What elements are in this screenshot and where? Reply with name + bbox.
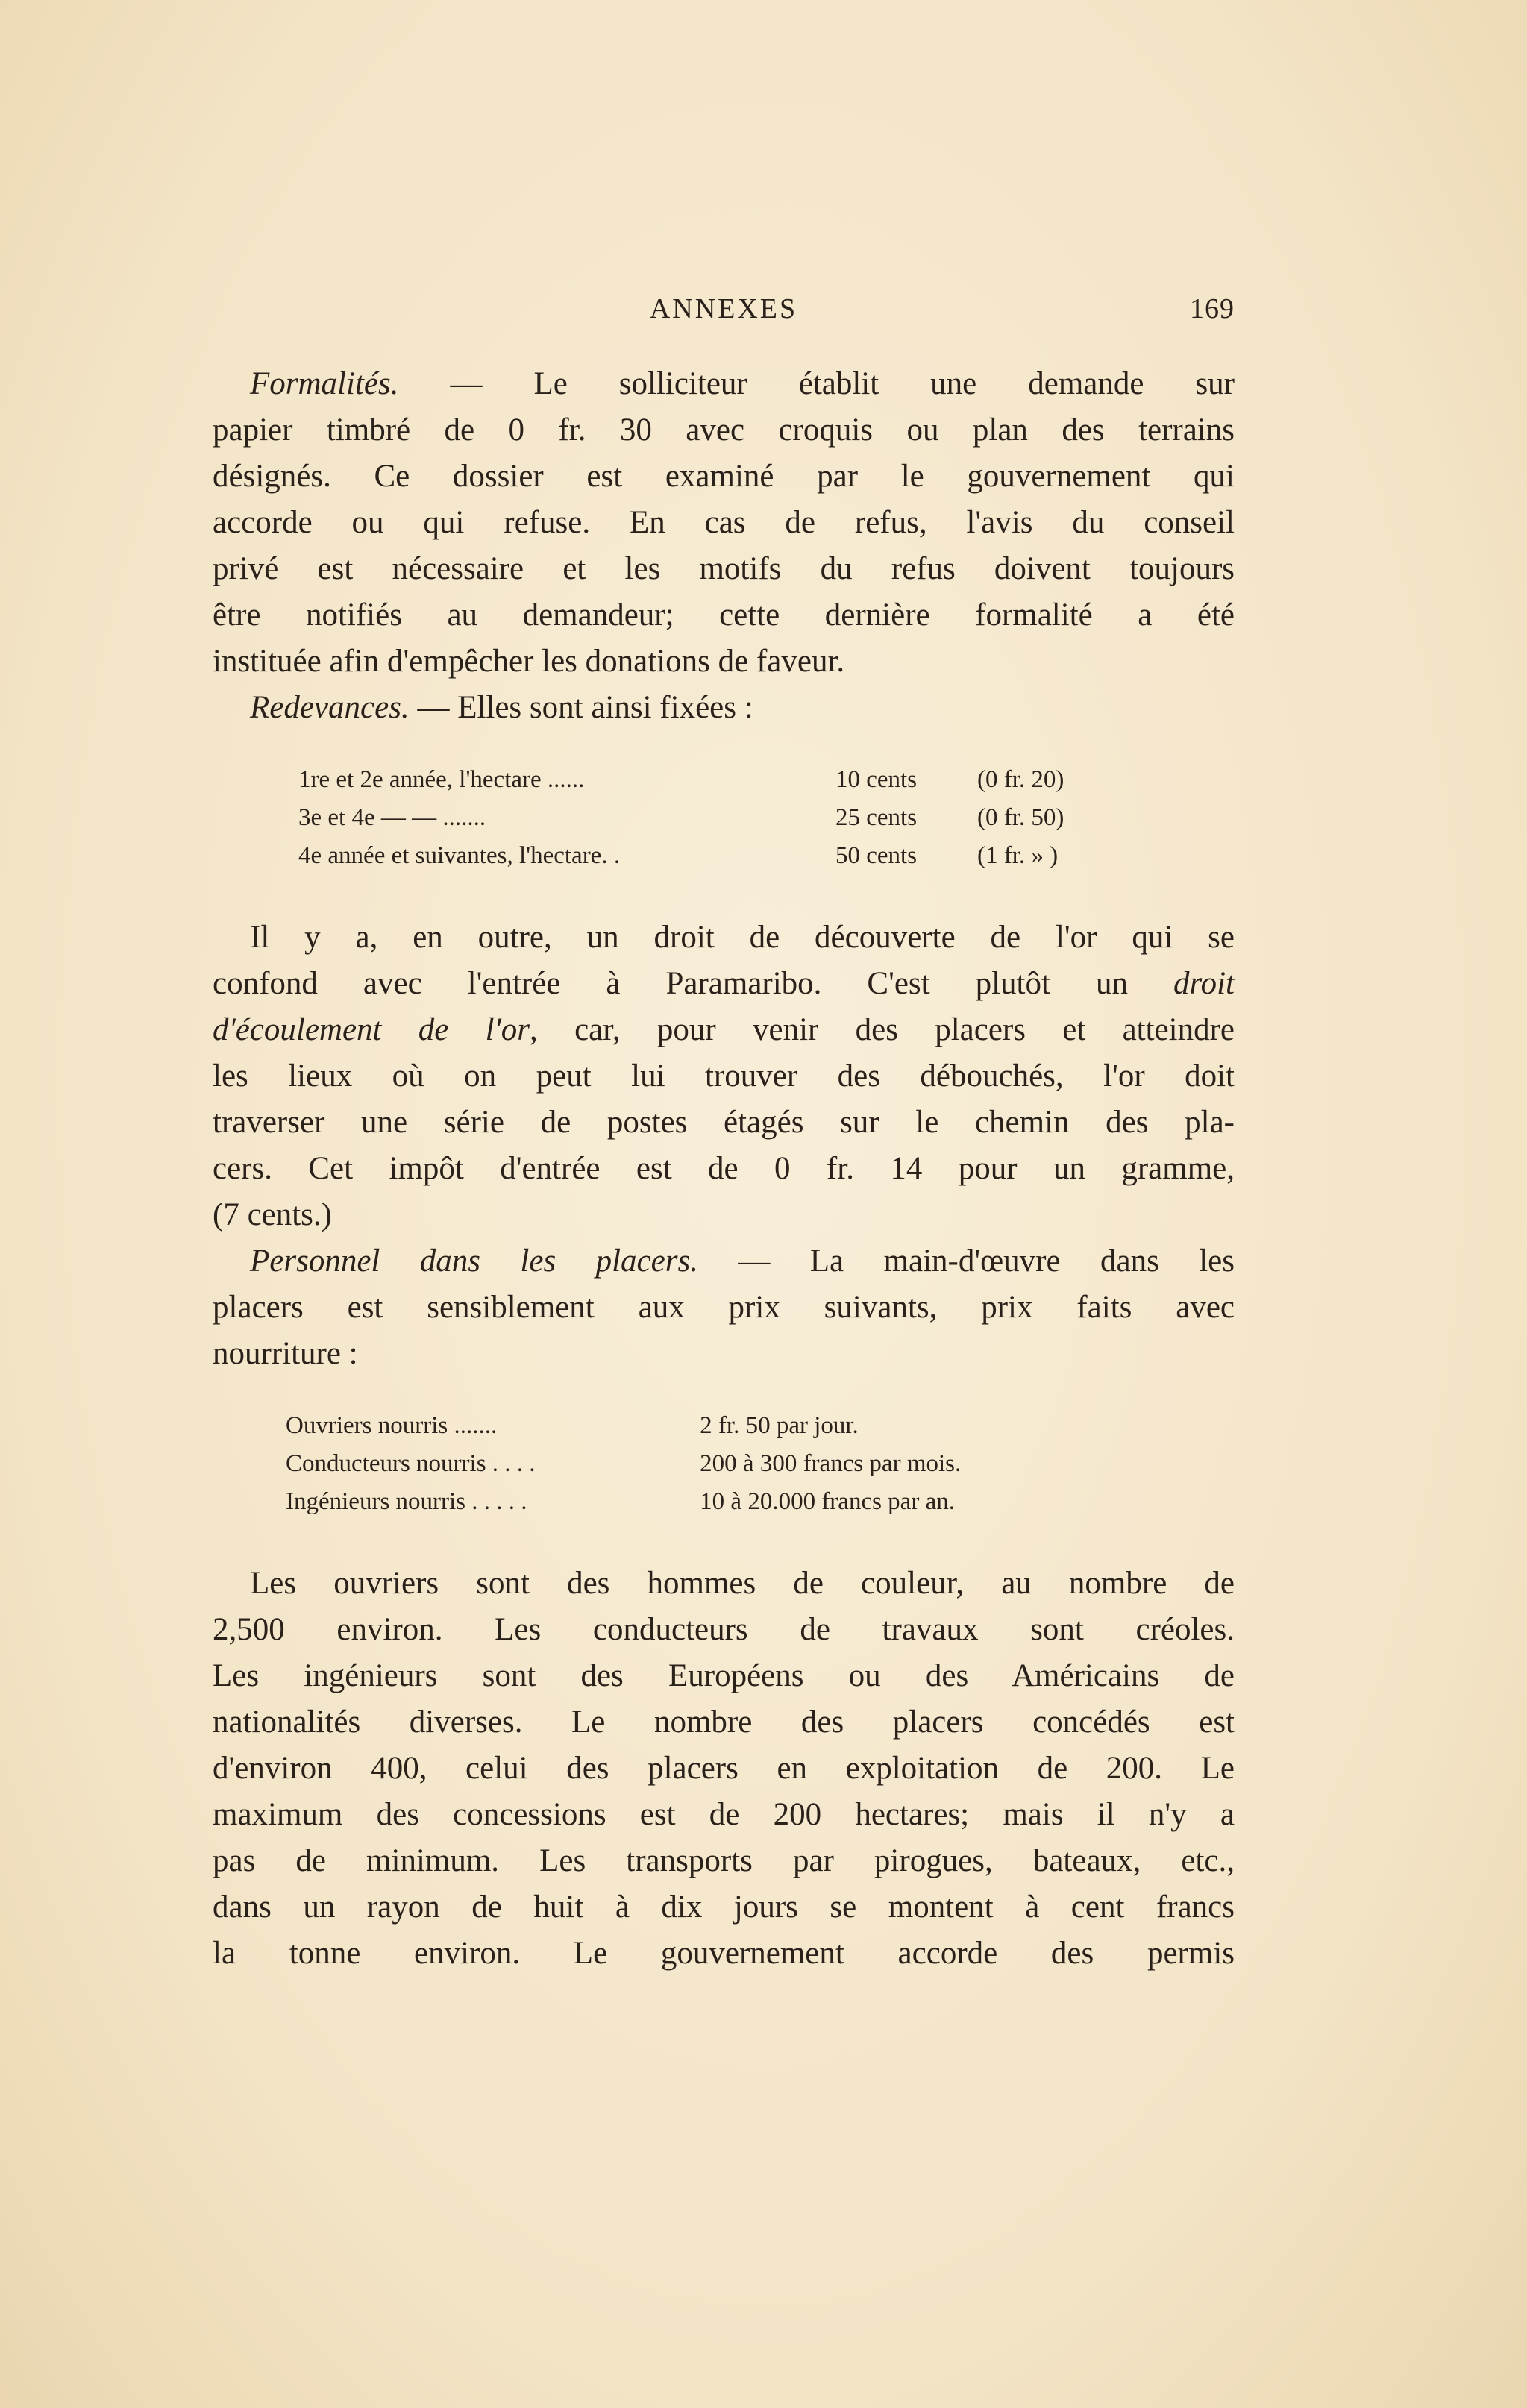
text-line [213, 1238, 1235, 1285]
text-run: , car, pour venir des placers et atteindre [530, 1012, 1235, 1047]
paragraph-ouvriers [213, 1561, 1235, 1977]
cell-price: 10 à 20.000 francs par an. [700, 1488, 955, 1515]
cell-label: Conducteurs nourris . . . . [286, 1450, 536, 1477]
cell-price: 200 à 300 francs par mois. [700, 1450, 962, 1477]
italic-text: Personnel dans les placers. [250, 1244, 698, 1279]
text-line [213, 639, 1235, 685]
text-line [213, 1331, 1235, 1377]
text-line [213, 546, 1235, 592]
text-run: Il y a, en outre, un droit de découverte de l'or qui se [250, 920, 1235, 955]
table-row [286, 1407, 1144, 1445]
text-run: Les ingénieurs sont des Européens ou des Américains de [213, 1658, 1235, 1693]
text-run: — Le solliciteur établit une demande sur [398, 366, 1235, 401]
text-run: nationalités diverses. Le nombre des placers concédés est [213, 1705, 1235, 1740]
table-row [298, 761, 1156, 799]
text-run: maximum des concessions est de 200 hectares; mais il n'y a [213, 1797, 1235, 1832]
text-run: la tonne environ. Le gouvernement accorde des permis [213, 1936, 1235, 1971]
text-line [213, 1561, 1235, 1607]
text-run: d'environ 400, celui des placers en exploitation de 200. Le [213, 1751, 1235, 1786]
text-line [213, 1653, 1235, 1699]
text-run: instituée afin d'empêcher les donations de faveur. [213, 644, 845, 679]
text-run: papier timbré de 0 fr. 30 avec croquis ou plan des terrains [213, 413, 1235, 448]
text-run: 2,500 environ. Les conducteurs de travaux sont créoles. [213, 1612, 1235, 1647]
text-run: nourriture : [213, 1336, 358, 1371]
redevances-table [298, 761, 1156, 875]
text-line [213, 361, 1235, 407]
italic-text: droit [1173, 966, 1235, 1001]
cell-label: 1re et 2e année, l'hectare ...... [298, 766, 585, 793]
text-run: privé est nécessaire et les motifs du refus doivent toujours [213, 551, 1235, 586]
text-line [213, 961, 1235, 1007]
italic-text: Formalités. [250, 366, 399, 401]
table-row [286, 1445, 1144, 1483]
cell-label: Ingénieurs nourris . . . . . [286, 1488, 527, 1515]
cell-francs: (0 fr. 20) [977, 766, 1064, 793]
personnel-table [286, 1407, 1144, 1521]
italic-text: d'écoulement de l'or [213, 1012, 530, 1047]
text-line [213, 1146, 1235, 1192]
table-row [286, 1483, 1144, 1521]
italic-text: Redevances. [250, 690, 410, 725]
paragraph-formalites [213, 361, 1235, 731]
text-run: — La main-d'œuvre dans les [697, 1244, 1235, 1279]
text-run: les lieux où on peut lui trouver des débouchés, l'or doit [213, 1059, 1235, 1094]
text-line [213, 1838, 1235, 1884]
text-line [213, 685, 1235, 731]
text-line [213, 1100, 1235, 1146]
table-row [298, 799, 1156, 837]
text-line [213, 1285, 1235, 1331]
text-run: cers. Cet impôt d'entrée est de 0 fr. 14 pour un gramme, [213, 1151, 1235, 1186]
text-line [213, 1007, 1235, 1053]
cell-label: Ouvriers nourris ....... [286, 1412, 498, 1439]
text-run: confond avec l'entrée à Paramaribo. C'est plutôt un [213, 966, 1173, 1001]
text-line [213, 1792, 1235, 1838]
text-line [213, 1607, 1235, 1653]
text-run: pas de minimum. Les transports par pirogues, bateaux, etc., [213, 1843, 1235, 1878]
paragraph-droit-decouverte [213, 915, 1235, 1377]
running-header [213, 292, 1235, 337]
text-line [213, 454, 1235, 500]
text-run: Les ouvriers sont des hommes de couleur, au nombre de [250, 1566, 1235, 1601]
text-line [213, 915, 1235, 961]
table-row [298, 837, 1156, 875]
text-line [213, 1931, 1235, 1977]
cell-francs: (0 fr. 50) [977, 804, 1064, 831]
cell-label: 4e année et suivantes, l'hectare. . [298, 842, 621, 869]
cell-price: 2 fr. 50 par jour. [700, 1412, 859, 1439]
text-line [213, 592, 1235, 639]
cell-cents: 10 cents [835, 766, 918, 793]
cell-francs: (1 fr. » ) [977, 842, 1059, 869]
running-title: ANNEXES [649, 293, 798, 324]
text-run: accorde ou qui refuse. En cas de refus, l'avis du conseil [213, 505, 1235, 540]
cell-label: 3e et 4e — — ....... [298, 804, 486, 831]
text-line [213, 407, 1235, 454]
text-run: désignés. Ce dossier est examiné par le gouvernement qui [213, 459, 1235, 494]
text-line [213, 1053, 1235, 1100]
text-run: — Elles sont ainsi fixées : [409, 690, 753, 725]
text-run: (7 cents.) [213, 1197, 332, 1232]
text-run: placers est sensiblement aux prix suivants, prix faits avec [213, 1290, 1235, 1325]
text-run: traverser une série de postes étagés sur le chemin des pla- [213, 1105, 1235, 1140]
text-line [213, 1884, 1235, 1931]
cell-cents: 50 cents [835, 842, 918, 869]
text-line [213, 1746, 1235, 1792]
text-line [213, 1192, 1235, 1238]
text-line [213, 500, 1235, 546]
text-run: être notifiés au demandeur; cette dernière formalité a été [213, 598, 1235, 633]
text-run: dans un rayon de huit à dix jours se montent à cent francs [213, 1890, 1235, 1925]
page-number: 169 [1190, 293, 1235, 324]
text-line [213, 1699, 1235, 1746]
cell-cents: 25 cents [835, 804, 918, 831]
